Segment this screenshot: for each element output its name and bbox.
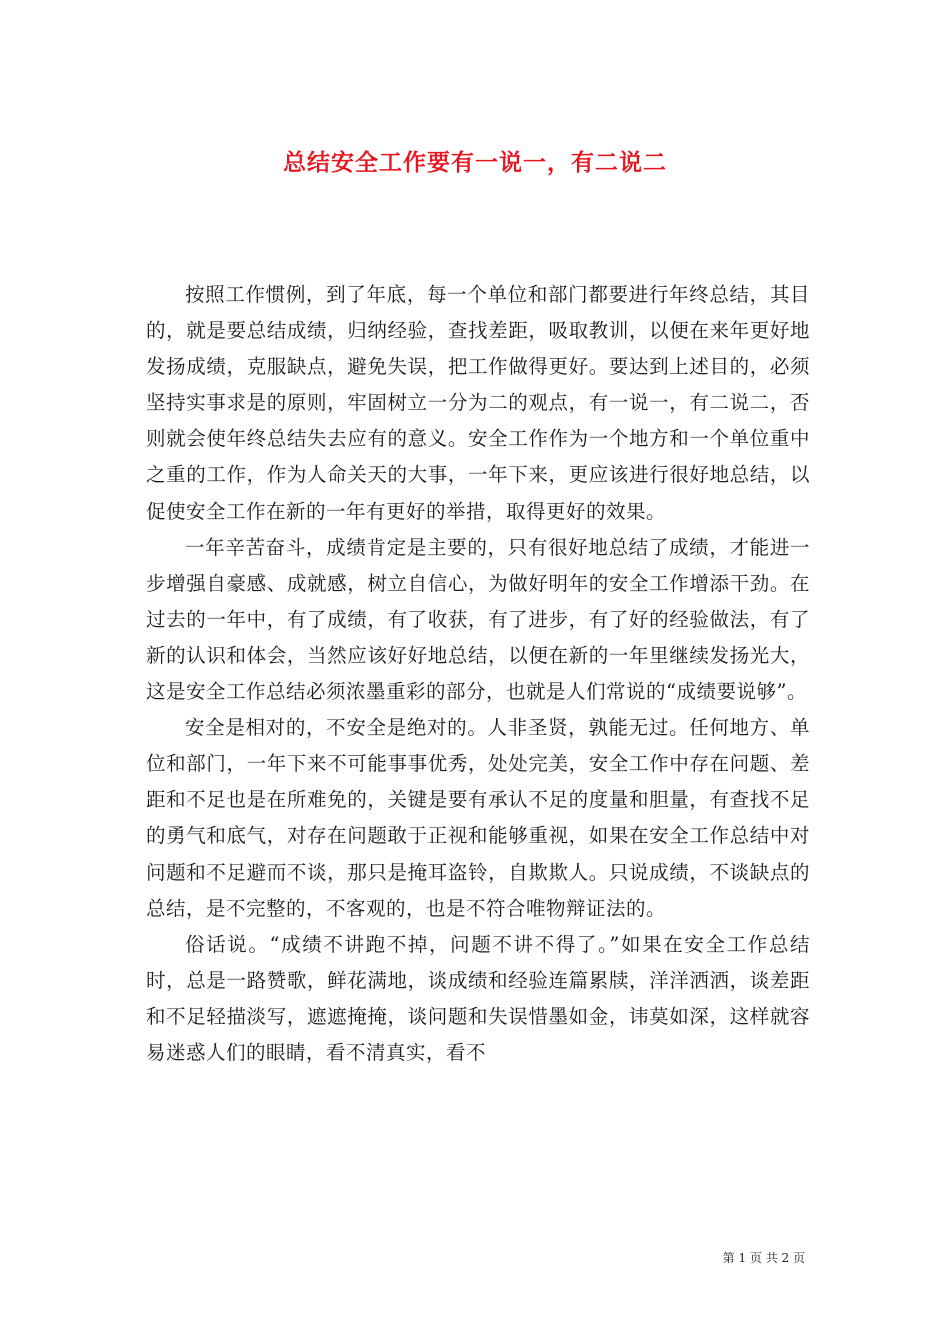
- document-body: [146, 277, 810, 1071]
- paragraph-1: 按照工作惯例，到了年底，每一个单位和部门都要进行年终总结，其目的，就是要总结成绩，归纳经验，查找差距，吸取教训，以便在来年更好地发扬成绩，克服缺点，避免失误，把工作做得更好。要达到上述目的，必须坚持实事求是的原则，牢固树立一分为二的观点，有一说一，有二说二，否则就会使年终总结失去应有的意义。安全工作作为一个地方和一个单位重中之重的工作，作为人命关天的大事，一年下来，更应该进行很好地总结，以促使安全工作在新的一年有更好的举措，取得更好的效果。: [146, 283, 810, 523]
- paragraph-3: 安全是相对的，不安全是绝对的。人非圣贤，孰能无过。任何地方、单位和部门，一年下来不可能事事优秀，处处完美，安全工作中存在问题、差距和不足也是在所难免的，关键是要有承认不足的度量和胆量，有查找不足的勇气和底气，对存在问题敢于正视和能够重视，如果在安全工作总结中对问题和不足避而不谈，那只是掩耳盗铃，自欺欺人。只说成绩，不谈缺点的总结，是不完整的，不客观的，也是不符合唯物辩证法的。: [146, 716, 810, 920]
- page-number: 第 1 页 共 2 页: [722, 1251, 805, 1265]
- paragraph-4: 俗话说。“成绩不讲跑不掉，问题不讲不得了。”如果在安全工作总结时，总是一路赞歌，鲜花满地，谈成绩和经验连篇累牍，洋洋洒洒，谈差距和不足轻描淡写，遮遮掩掩，谈问题和失误惜墨如金，讳莫如深，这样就容易迷惑人们的眼睛，看不清真实，看不: [146, 932, 810, 1064]
- document-title: 总结安全工作要有一说一，有二说二: [283, 149, 667, 177]
- paragraph-2: 一年辛苦奋斗，成绩肯定是主要的，只有很好地总结了成绩，才能进一步增强自豪感、成就感，树立自信心，为做好明年的安全工作增添干劲。在过去的一年中，有了成绩，有了收获，有了进步，有了好的经验做法，有了新的认识和体会，当然应该好好地总结，以便在新的一年里继续发扬光大，这是安全工作总结必须浓墨重彩的部分，也就是人们常说的“成绩要说够”。: [146, 535, 810, 704]
